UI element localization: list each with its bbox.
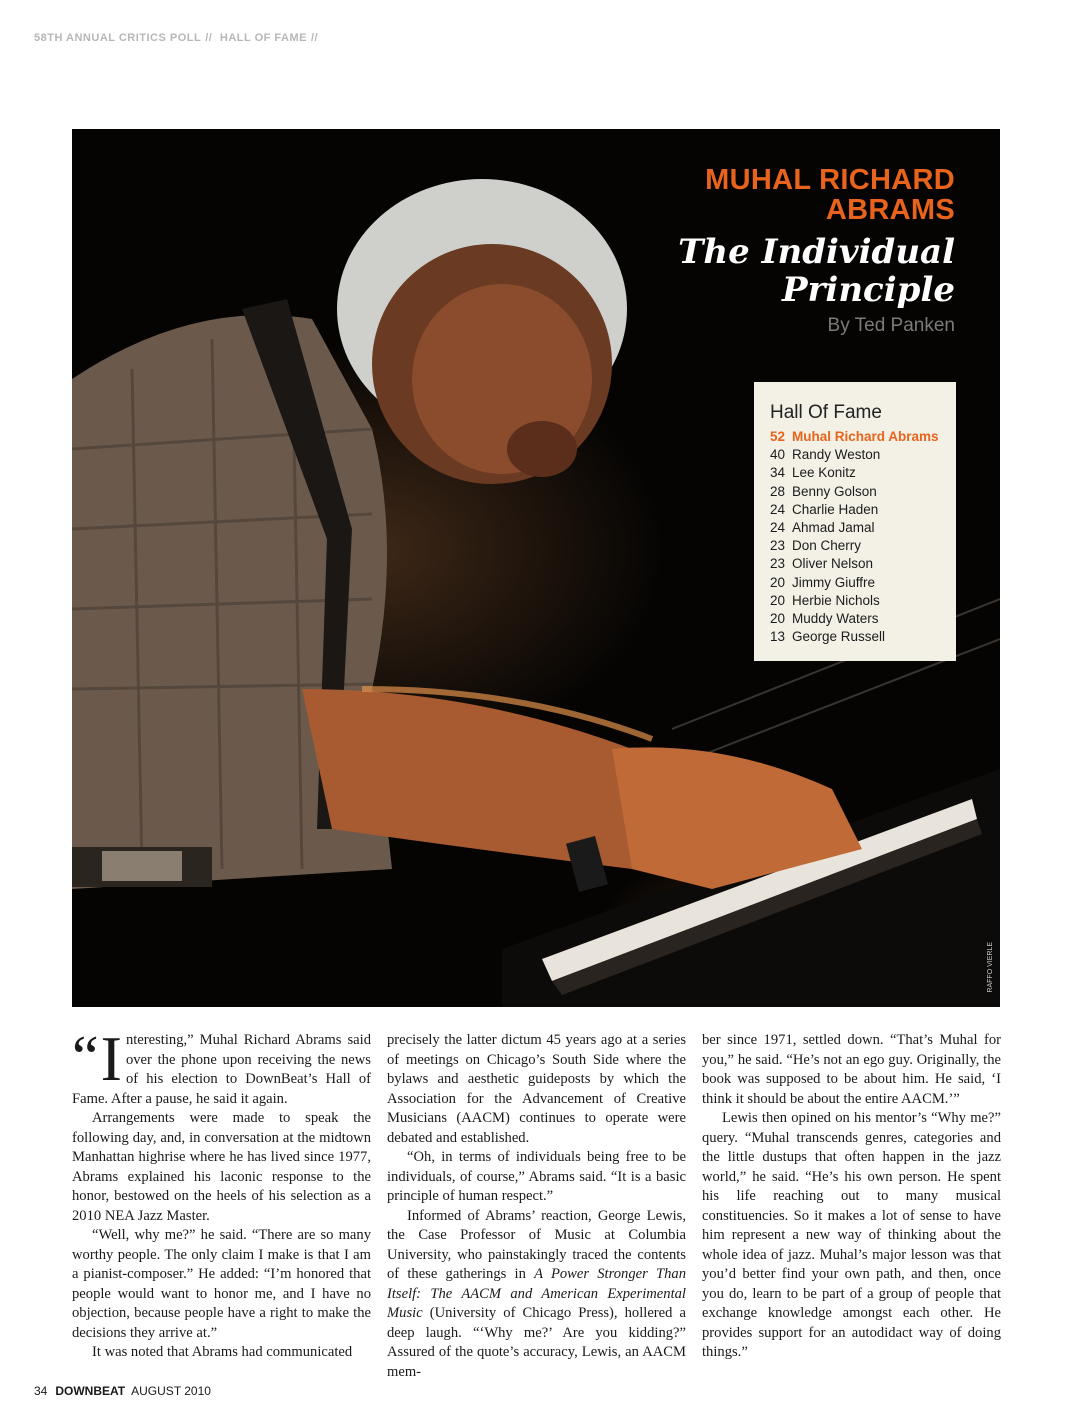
article-column-2 — [387, 1031, 686, 1382]
artist-name: Jimmy Giuffre — [792, 574, 876, 590]
article-paragraph: precisely the latter dictum 45 years ago at a series of meetings on Chicago’s South Side where the bylaws and aesthetic guideposts by which the Association for the Advancement of Creative Musicians (AACM) continues to operate were debated and established. — [387, 1032, 686, 1146]
results-row — [770, 519, 956, 537]
article-column-1 — [72, 1023, 371, 1363]
page-number: 34 — [34, 1384, 48, 1398]
article-column-3 — [702, 1031, 1001, 1363]
results-row — [770, 628, 956, 646]
vote-count: 20 — [770, 611, 786, 627]
results-row — [770, 483, 956, 501]
vote-count: 40 — [770, 447, 786, 463]
byline: By Ted Panken — [827, 315, 955, 336]
vote-count: 23 — [770, 538, 786, 554]
artist-name: Benny Golson — [792, 483, 877, 499]
artist-name: Oliver Nelson — [792, 556, 874, 572]
results-title: Hall Of Fame — [770, 402, 882, 423]
header-section: 58TH ANNUAL CRITICS POLL — [34, 32, 202, 44]
drop-cap: I — [100, 1023, 122, 1094]
page-footer — [34, 1384, 211, 1398]
header-subsection: HALL OF FAME — [219, 32, 307, 44]
vote-count: 13 — [770, 629, 786, 645]
article-paragraph: Arrangements were made to speak the following day, and, in conversation at the midtown Manhattan highrise where he has lived since 1977, Abrams explained his laconic response to the honor, bestowed on the heels of his selection as a 2010 NEA Jazz Master. — [72, 1110, 371, 1224]
vote-count: 20 — [770, 592, 786, 608]
article-paragraph: Lewis then opined on his mentor’s “Why me?” query. “Muhal transcends genres, categories and the little dustups that often happen in the jazz world,” he said. “He’s his own person. He spent his life reaching out to many musical constituencies. So it makes a lot of sense to have him represent a new way of thinking about the whole idea of jazz. Muhal’s major lesson was that you’d better find your own path, and then, once you do, learn to be part of a group of people that exchange knowledge amongst each other. He provides support for an autodidact way of doing things.” — [702, 1110, 1001, 1360]
subject-name-line2: ABRAMS — [825, 194, 955, 226]
artist-name: Herbie Nichols — [792, 592, 880, 608]
results-row — [770, 428, 956, 446]
artist-name: Muddy Waters — [792, 611, 879, 627]
results-row — [770, 610, 956, 628]
artist-name: Don Cherry — [792, 538, 862, 554]
paragraph-text: nteresting,” Muhal Richard Abrams said over the phone upon receiving the news of his election to DownBeat’s Hall of Fame. After a pause, he said it again. — [72, 1032, 371, 1107]
article-headline — [535, 165, 955, 337]
artist-name: Randy Weston — [792, 447, 881, 463]
vote-count: 23 — [770, 556, 786, 572]
article-paragraph: ber since 1971, settled down. “That’s Muhal for you,” he said. “He’s not an ego guy. Originally, the book was supposed to be about him. He said, ‘I think it should be about the entire AACM.’” — [702, 1032, 1001, 1107]
artist-name: Muhal Richard Abrams — [792, 429, 939, 444]
vote-count: 20 — [770, 574, 786, 590]
results-row — [770, 555, 956, 573]
vote-count: 34 — [770, 465, 786, 481]
results-row — [770, 446, 956, 464]
article-paragraph: It was noted that Abrams had communicated — [92, 1344, 353, 1360]
photo-credit: RAFFO VIERLE — [987, 942, 994, 993]
hall-of-fame-results-box — [754, 382, 956, 661]
opening-quote-mark: “ — [72, 1024, 99, 1090]
issue-date: AUGUST 2010 — [131, 1384, 211, 1398]
article-paragraph — [387, 1207, 686, 1383]
header-separator: // — [311, 32, 319, 44]
results-row — [770, 501, 956, 519]
vote-count: 24 — [770, 501, 786, 517]
magazine-name: DOWNBEAT — [55, 1384, 126, 1398]
artist-name: Ahmad Jamal — [792, 520, 875, 536]
results-row — [770, 537, 956, 555]
results-row — [770, 592, 956, 610]
paragraph-text: (University of Chicago Press), hollered a deep laugh. “‘Why me?’ Are you kidding?” Assured of the quote’s accuracy, Lewis, an AACM mem- — [387, 1305, 686, 1380]
artist-name: Charlie Haden — [792, 501, 879, 517]
article-paragraph: “Oh, in terms of individuals being free to be individuals, of course,” Abrams said. “It is a basic principle of human respect.” — [387, 1149, 686, 1204]
article-title-line2: Principle — [781, 270, 955, 310]
book-title: A Power Stronger Than Itself: The AACM and American Experimental Music — [387, 1266, 686, 1321]
artist-name: George Russell — [792, 629, 886, 645]
header-separator: // — [205, 32, 213, 44]
hero-photo — [72, 129, 1000, 1007]
paragraph-text: Informed of Abrams’ reaction, George Lewis, the Case Professor of Music at Columbia University, who painstakingly traced the contents of these gatherings in — [387, 1207, 686, 1282]
vote-count: 28 — [770, 483, 786, 499]
artist-name: Lee Konitz — [792, 465, 856, 481]
results-list — [770, 428, 956, 646]
results-row — [770, 464, 956, 482]
running-header — [34, 32, 322, 44]
article-paragraph: “Well, why me?” he said. “There are so many worthy people. The only claim I make is that I am a pianist-composer.” He added: “I’m honored that people would want to honor me, and I have no objection, because people have a right to make the decisions they arrive at.” — [72, 1227, 371, 1341]
vote-count: 52 — [770, 429, 786, 444]
subject-name-line1: MUHAL RICHARD — [705, 164, 955, 196]
vote-count: 24 — [770, 520, 786, 536]
results-row — [770, 574, 956, 592]
article-paragraph — [72, 1023, 371, 1109]
article-title-line1: The Individual — [678, 232, 955, 272]
